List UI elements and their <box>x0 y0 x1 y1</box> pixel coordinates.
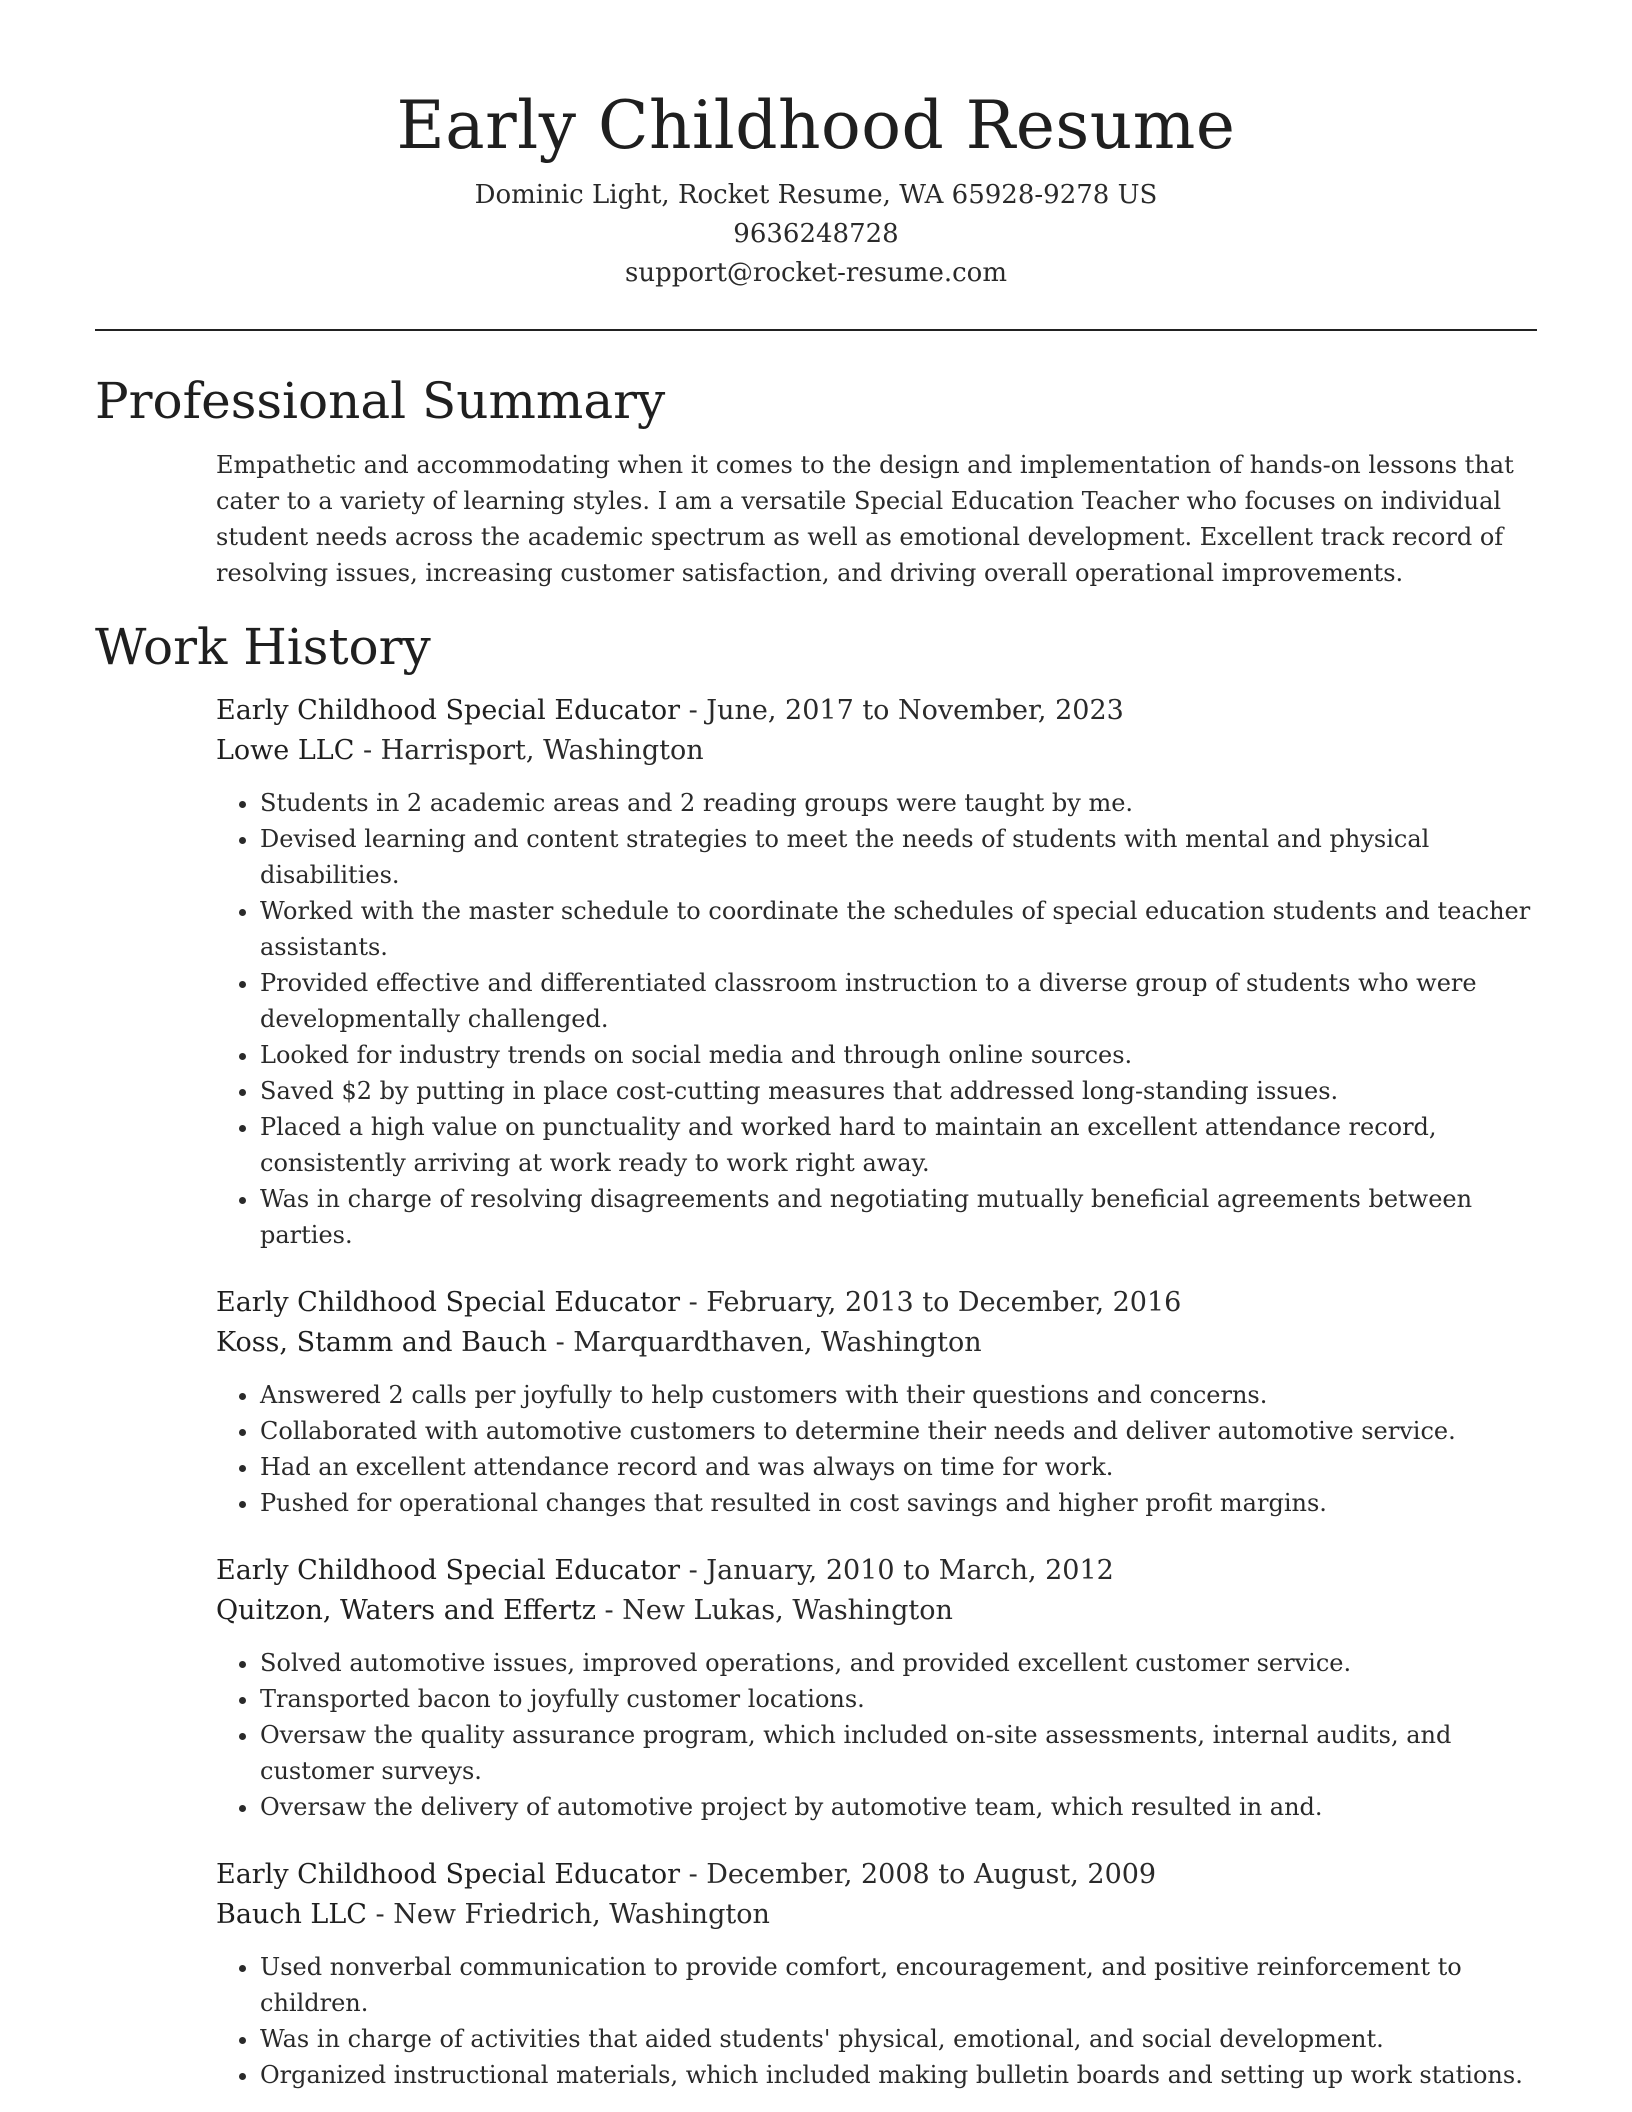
job-title: Early Childhood Special Educator <box>216 1859 680 1890</box>
job-bullet: • Had an excellent attendance record and was always on time for work. <box>260 1449 1537 1485</box>
job-bullet: • Pushed for operational changes that resulted in cost savings and higher profit margins. <box>260 1485 1537 1521</box>
contact-block <box>95 176 1537 293</box>
job-title-line <box>216 691 1537 731</box>
job-bullet: • Organized instructional materials, which included making bulletin boards and setting up work stations. <box>260 2057 1537 2093</box>
job-bullet: • Answered 2 calls per joyfully to help customers with their questions and concerns. <box>260 1377 1537 1413</box>
summary-heading: Professional Summary <box>95 372 666 430</box>
job-bullet: • Worked with the master schedule to coordinate the schedules of special education students and teacher assistants. <box>260 893 1537 965</box>
job-location: - New Friedrich, Washington <box>366 1899 770 1930</box>
job-bullet: • Was in charge of resolving disagreements and negotiating mutually beneficial agreements between parties. <box>260 1181 1537 1253</box>
job-bullet: • Looked for industry trends on social media and through online sources. <box>260 1037 1537 1073</box>
job-list <box>95 691 1537 2093</box>
job-bullet-list <box>216 785 1537 1253</box>
job-dates: - February, 2013 to December, 2016 <box>680 1287 1182 1318</box>
job-company: Koss, Stamm and Bauch <box>216 1327 548 1358</box>
job-company: Lowe LLC <box>216 735 355 766</box>
job-dates: - January, 2010 to March, 2012 <box>680 1555 1114 1586</box>
job-bullet: • Saved $2 by putting in place cost-cutting measures that addressed long-standing issues. <box>260 1073 1537 1109</box>
contact-phone: 9636248728 <box>733 219 899 249</box>
job-entry <box>216 1551 1537 1825</box>
resume-header <box>95 0 1537 293</box>
resume-title: Early Childhood Resume <box>396 87 1236 164</box>
job-dates: - December, 2008 to August, 2009 <box>680 1859 1157 1890</box>
job-bullet-list <box>216 1377 1537 1521</box>
job-bullet: • Placed a high value on punctuality and worked hard to maintain an excellent attendance record, consistently arriving at work ready to work right away. <box>260 1109 1537 1181</box>
work-history-heading: Work History <box>95 618 431 676</box>
job-entry <box>216 1855 1537 2093</box>
job-bullet-list <box>216 1645 1537 1825</box>
job-bullet: • Students in 2 academic areas and 2 reading groups were taught by me. <box>260 785 1537 821</box>
job-company-line <box>216 1323 1537 1363</box>
job-bullet: • Was in charge of activities that aided students' physical, emotional, and social development. <box>260 2021 1537 2057</box>
job-location: - New Lukas, Washington <box>595 1595 953 1626</box>
job-bullet-list <box>216 1949 1537 2093</box>
job-location: - Harrisport, Washington <box>354 735 704 766</box>
job-title-line <box>216 1551 1537 1591</box>
header-divider <box>95 329 1537 331</box>
job-bullet: • Devised learning and content strategies to meet the needs of students with mental and physical disabilities. <box>260 821 1537 893</box>
job-bullet: • Collaborated with automotive customers to determine their needs and deliver automotive service. <box>260 1413 1537 1449</box>
contact-email: support@rocket-resume.com <box>624 258 1007 288</box>
job-title-line <box>216 1855 1537 1895</box>
job-bullet: • Oversaw the delivery of automotive project by automotive team, which resulted in and. <box>260 1789 1537 1825</box>
job-company-line <box>216 1895 1537 1935</box>
contact-address: Dominic Light, Rocket Resume, WA 65928-9278 US <box>474 180 1158 210</box>
job-bullet: • Oversaw the quality assurance program, which included on-site assessments, internal audits, and customer surveys. <box>260 1717 1537 1789</box>
job-company-line <box>216 731 1537 771</box>
job-bullet: • Used nonverbal communication to provide comfort, encouragement, and positive reinforcement to children. <box>260 1949 1537 2021</box>
job-entry <box>216 1283 1537 1521</box>
job-company: Bauch LLC <box>216 1899 367 1930</box>
job-title-line <box>216 1283 1537 1323</box>
job-bullet: • Transported bacon to joyfully customer locations. <box>260 1681 1537 1717</box>
job-company-line <box>216 1591 1537 1631</box>
job-bullet: • Provided effective and differentiated classroom instruction to a diverse group of students who were developmentally challenged. <box>260 965 1537 1037</box>
job-company: Quitzon, Waters and Effertz <box>216 1595 596 1626</box>
job-bullet: • Solved automotive issues, improved operations, and provided excellent customer service. <box>260 1645 1537 1681</box>
job-title: Early Childhood Special Educator <box>216 1287 680 1318</box>
job-entry <box>216 691 1537 1253</box>
job-location: - Marquardthaven, Washington <box>547 1327 982 1358</box>
job-title: Early Childhood Special Educator <box>216 1555 680 1586</box>
resume-page <box>95 0 1537 2093</box>
job-title: Early Childhood Special Educator <box>216 695 680 726</box>
summary-text: Empathetic and accommodating when it comes to the design and implementation of hands-on lessons that cater to a variety of learning styles. I am a versatile Special Education Teacher who focuses on individual student needs across the academic spectrum as well as emotional development. Excellent track record of resolving issues, increasing customer satisfaction, and driving overall operational improvements. <box>216 451 1514 587</box>
job-dates: - June, 2017 to November, 2023 <box>680 695 1124 726</box>
